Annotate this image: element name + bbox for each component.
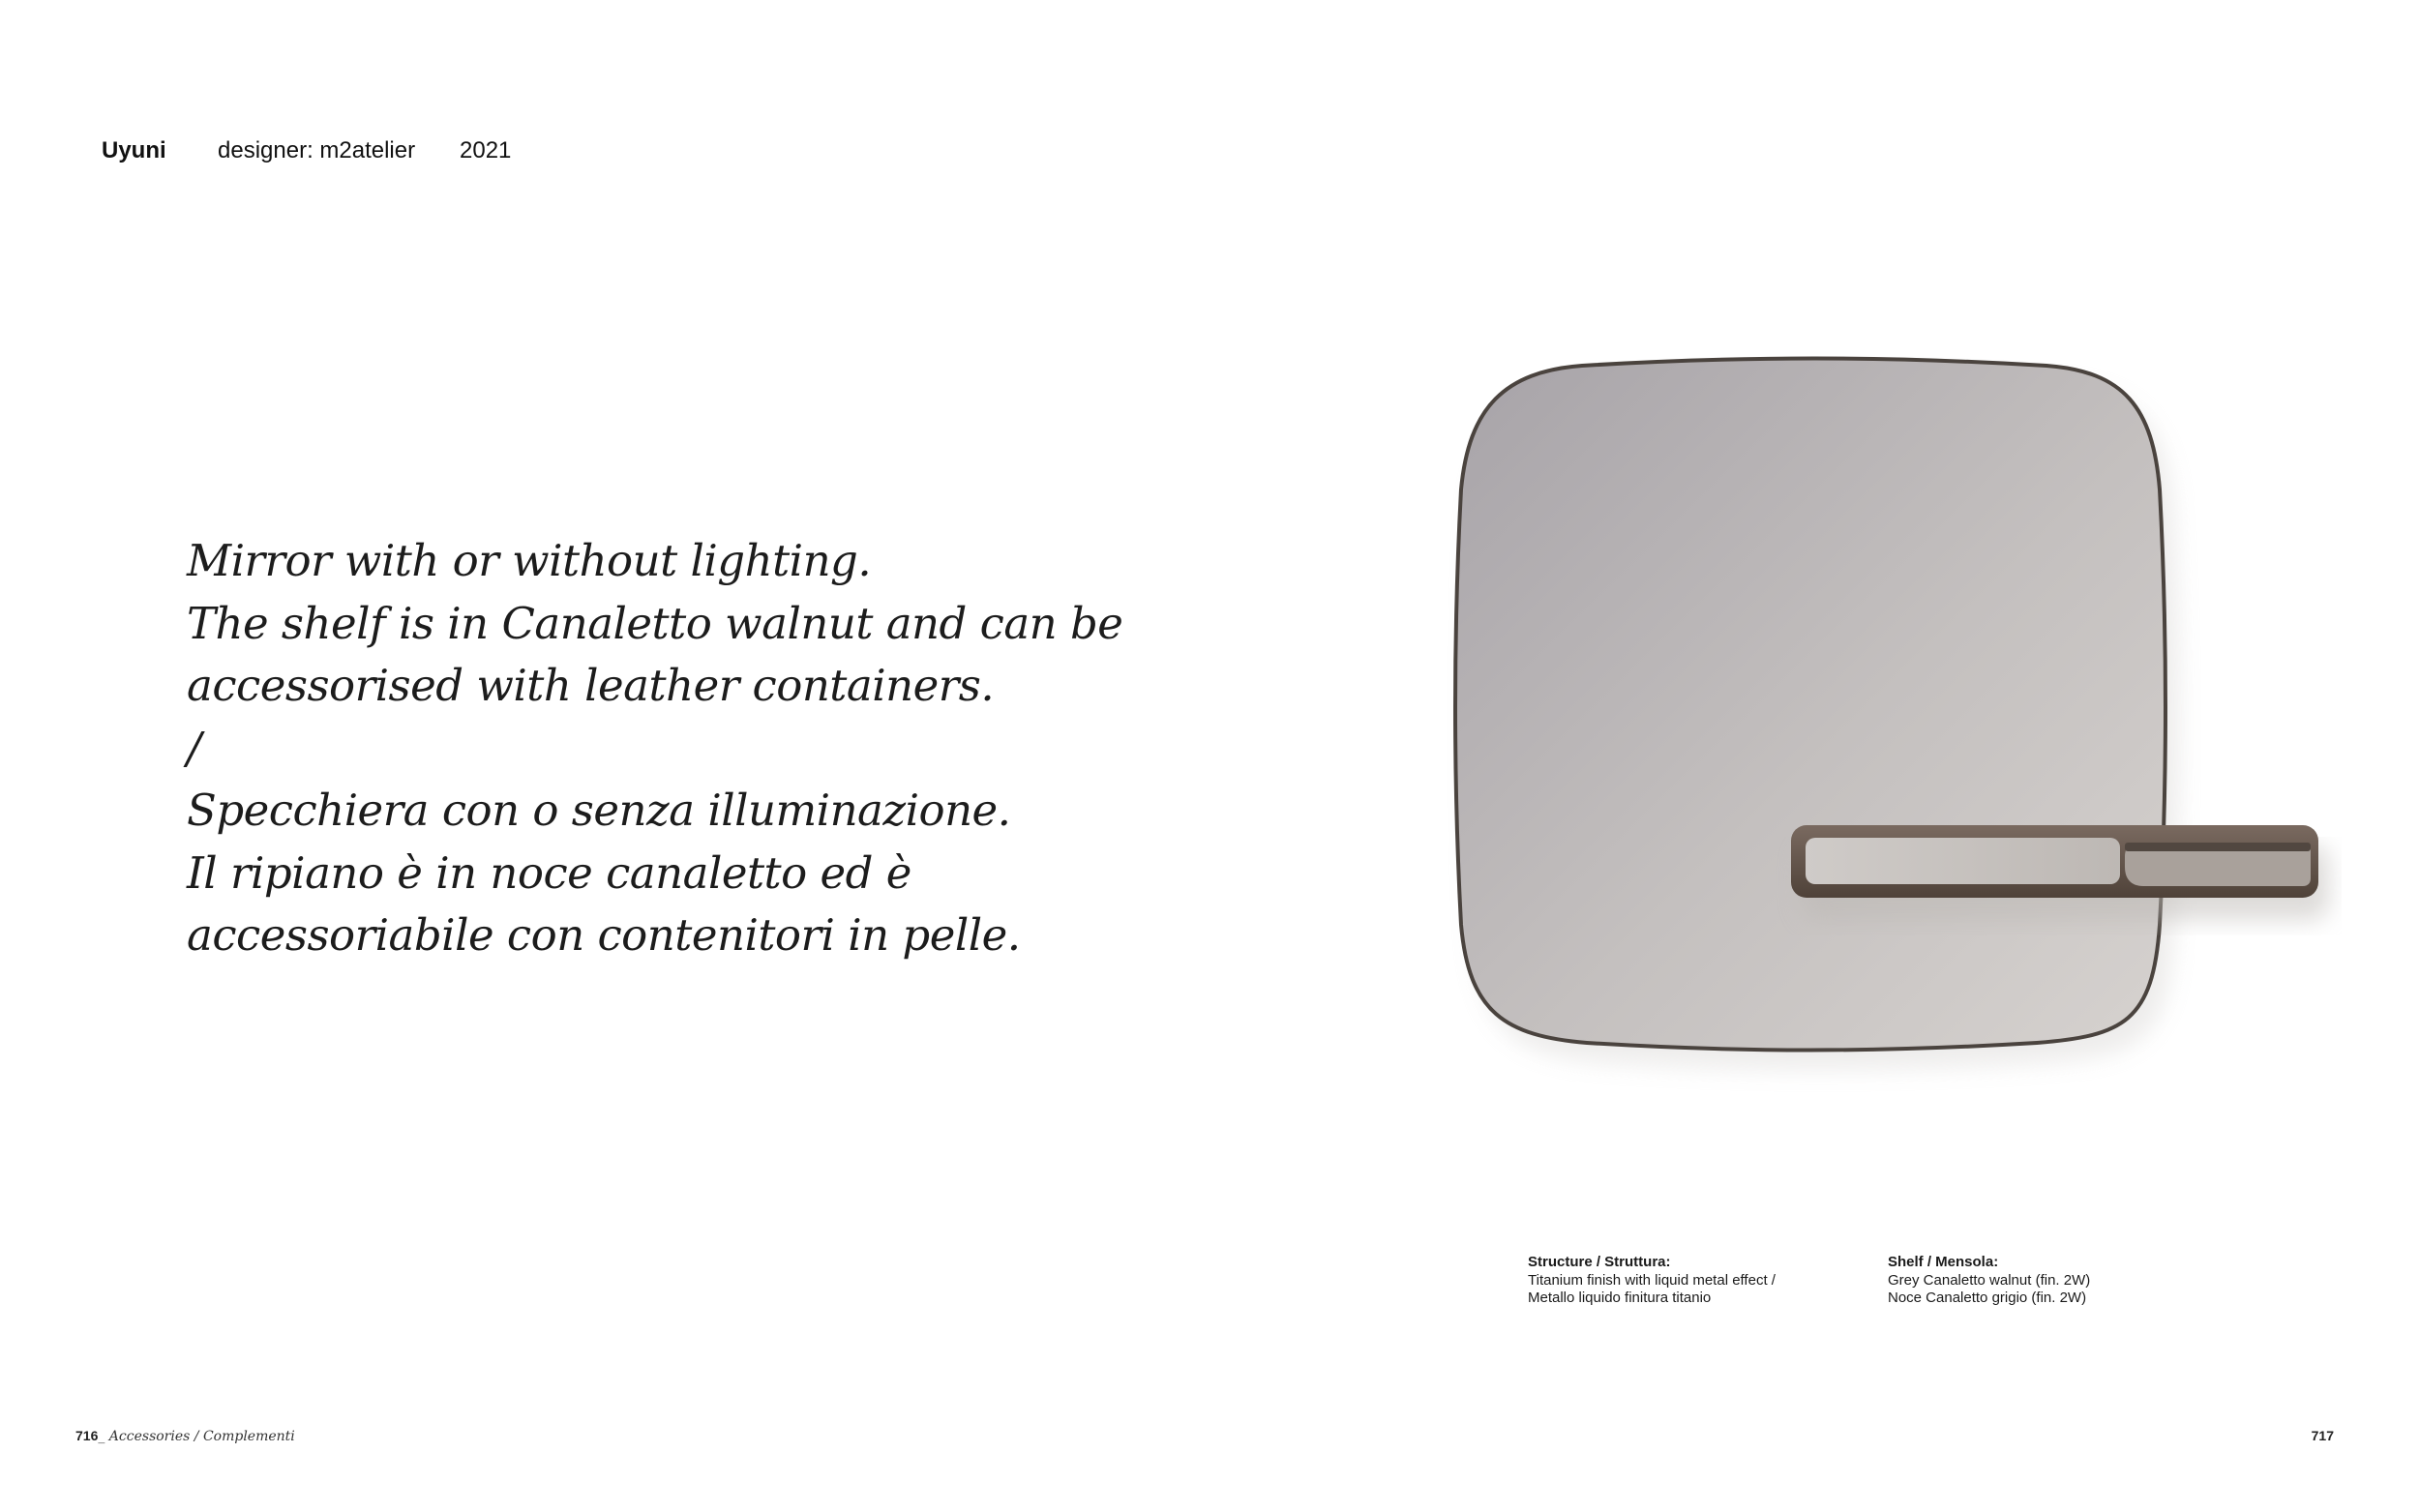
description-separator: / (187, 722, 201, 774)
spec-structure-line: Metallo liquido finitura titanio (1528, 1290, 1712, 1306)
shelf-opening (1806, 838, 2120, 884)
spec-shelf-line: Grey Canaletto walnut (fin. 2W) (1888, 1271, 2091, 1289)
designer-credit: designer: m2atelier (218, 137, 416, 163)
spec-shelf (1888, 1254, 2090, 1308)
mirror-product-image (1432, 348, 2342, 1103)
spec-structure (1528, 1254, 1776, 1308)
spec-shelf-line: Noce Canaletto grigio (fin. 2W) (1888, 1290, 2087, 1306)
description-line: accessorised with leather containers. (187, 660, 995, 711)
description-line: Il ripiano è in noce canaletto ed è (187, 846, 911, 899)
footer-left (75, 1428, 295, 1444)
footer-section-title: _ Accessories / Complementi (98, 1429, 295, 1444)
description-line: The shelf is in Canaletto walnut and can be (187, 597, 1123, 649)
description-line: accessoriabile con contenitori in pelle. (187, 909, 1021, 961)
product-name: Uyuni (102, 137, 166, 163)
left-page-number: 716 (75, 1428, 99, 1443)
mirror-glass (1455, 359, 2165, 1051)
spec-shelf-label: Shelf / Mensola: (1888, 1254, 1999, 1270)
product-description (187, 530, 1154, 967)
description-line: Mirror with or without lighting. (187, 535, 872, 586)
product-year: 2021 (460, 137, 512, 163)
description-line: Specchiera con o senza illuminazione. (187, 785, 1011, 836)
spec-structure-label: Structure / Struttura: (1528, 1254, 1671, 1270)
spec-structure-line: Titanium finish with liquid metal effect / (1528, 1271, 1776, 1289)
right-page-number: 717 (2311, 1428, 2334, 1443)
